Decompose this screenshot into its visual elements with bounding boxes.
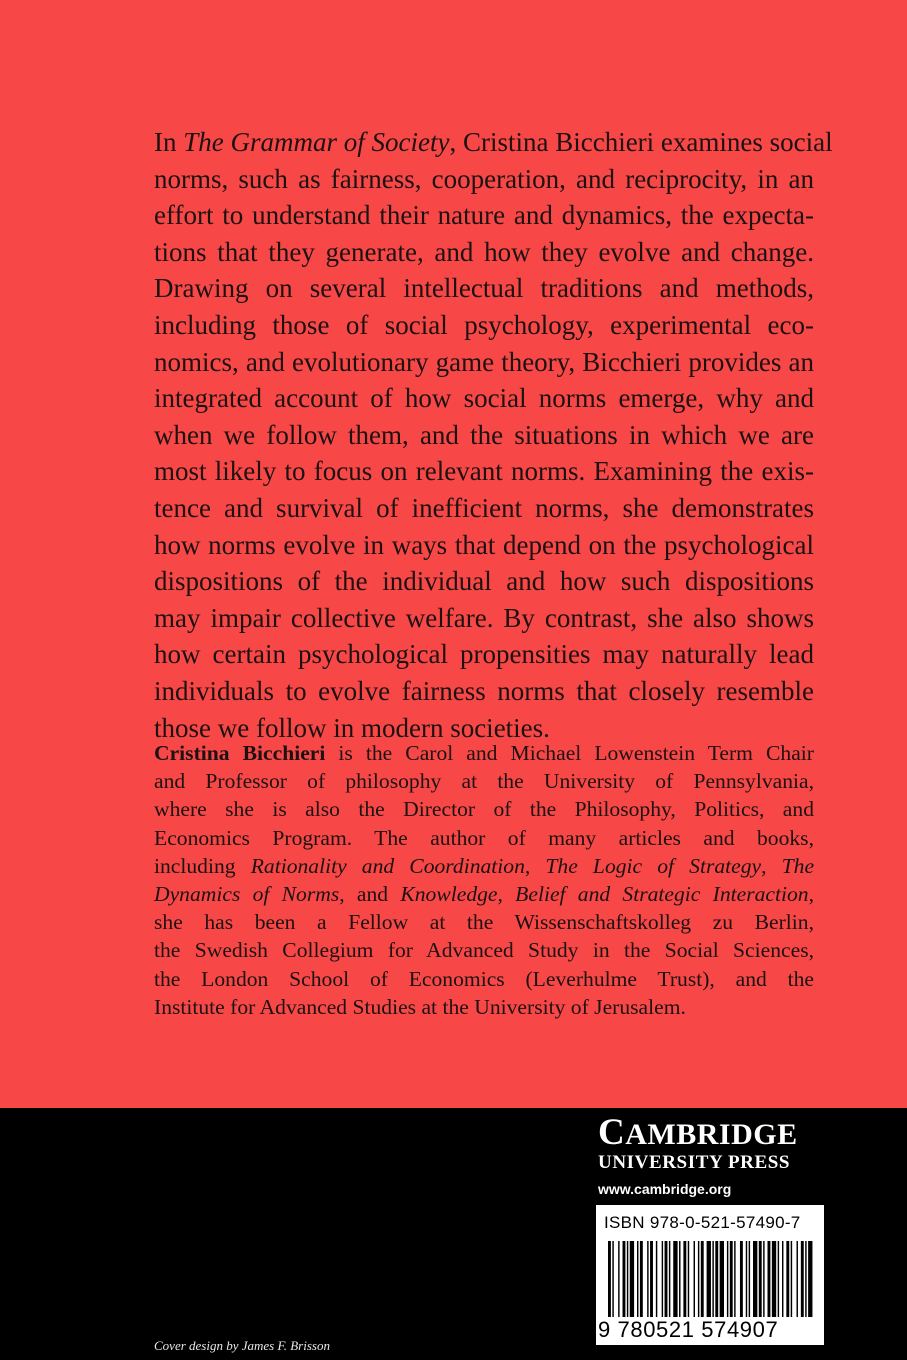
book-title: Knowledge, Belief and Strategic Interaction: [400, 882, 809, 907]
barcode-bar: [698, 1241, 699, 1317]
author-name: Cristina Bicchieri: [154, 741, 326, 765]
bio-line: [154, 852, 814, 880]
author-biography: [154, 739, 814, 1021]
publisher-name: [598, 1112, 826, 1153]
barcode-bar: [627, 1241, 628, 1317]
barcode-bar: [640, 1241, 643, 1317]
barcode-bar: [759, 1241, 762, 1317]
barcode-bar: [665, 1241, 668, 1317]
barcode-bar: [707, 1241, 711, 1317]
description-line: including those of social psychology, experimental eco-: [154, 309, 814, 340]
publisher-url: www.cambridge.org: [598, 1181, 732, 1197]
barcode-bar: [656, 1241, 657, 1317]
barcode-bar: [715, 1241, 718, 1317]
barcode-bar: [683, 1241, 686, 1317]
publisher-name-rest: AMBRIDGE: [625, 1118, 798, 1151]
bio-line: Institute for Advanced Studies at the University of Jerusalem.: [154, 994, 686, 1019]
publisher-initial: C: [598, 1112, 626, 1153]
description-line: may impair collective welfare. By contrast, she also shows: [154, 602, 814, 633]
description-line: dispositions of the individual and how such dispositions: [154, 566, 814, 597]
barcode-bar: [637, 1241, 638, 1317]
barcode-bar: [808, 1241, 812, 1317]
barcode-bar: [768, 1241, 771, 1317]
barcode-bar: [701, 1241, 704, 1317]
description-line: [154, 124, 833, 161]
isbn-barcode: [596, 1205, 824, 1345]
description-line: most likely to focus on relevant norms. Examining the exis-: [154, 456, 814, 487]
barcode-bar: [797, 1241, 798, 1317]
bio-line: and Professor of philosophy at the University of Pennsylvania,: [154, 769, 814, 794]
barcode-bar: [608, 1241, 611, 1317]
bio-line: the Swedish Collegium for Advanced Study in the Social Sciences,: [154, 938, 814, 963]
barcode-bar: [753, 1241, 757, 1317]
barcode-bar: [746, 1241, 747, 1317]
book-title: The Grammar of Society: [183, 127, 450, 157]
description-line: tions that they generate, and how they evolve and change.: [154, 236, 814, 267]
barcode-bar: [772, 1241, 776, 1317]
barcode-bar: [630, 1241, 634, 1317]
bio-line: [154, 880, 814, 908]
barcode-bar: [730, 1241, 733, 1317]
description-line: nomics, and evolutionary game theory, Bicchieri provides an: [154, 346, 814, 377]
barcode-bar: [623, 1241, 626, 1317]
bio-line: Economics Program. The author of many articles and books,: [154, 825, 814, 850]
book-title: Rationality and Coordination: [250, 853, 525, 878]
description-line: those we follow in modern societies.: [154, 712, 550, 743]
bio-text: ,: [761, 853, 782, 878]
barcode-bar: [786, 1241, 789, 1317]
barcode-bar: [650, 1241, 653, 1317]
bio-line: where she is also the Director of the Philosophy, Politics, and: [154, 797, 814, 822]
barcode-bar: [694, 1241, 695, 1317]
barcode-bar: [749, 1241, 750, 1317]
barcode-bar: [712, 1241, 713, 1317]
barcode-bar: [805, 1241, 806, 1317]
barcode-bar: [763, 1241, 764, 1317]
book-title: The Logic of Strategy: [545, 853, 762, 878]
barcode-bar: [662, 1241, 663, 1317]
barcode-bar: [778, 1241, 779, 1317]
barcode-bar: [679, 1241, 680, 1317]
description-line: norms, such as fairness, cooperation, and reciprocity, in an: [154, 163, 814, 194]
description-line: how certain psychological propensities may naturally lead: [154, 639, 814, 670]
barcode-bar: [727, 1241, 728, 1317]
book-title: Dynamics of Norms: [154, 882, 340, 907]
bio-text: ,: [524, 853, 546, 878]
description-text: In: [154, 127, 184, 157]
description-line: when we follow them, and the situations in which we are: [154, 419, 814, 450]
description-line: integrated account of how social norms emerge, why and: [154, 383, 814, 414]
barcode-bar: [720, 1241, 724, 1317]
barcode-bar: [734, 1241, 735, 1317]
barcode-bar: [647, 1241, 648, 1317]
book-description: [154, 124, 833, 746]
barcode-bar: [740, 1241, 743, 1317]
bio-line: [154, 739, 814, 767]
barcode-bar: [669, 1241, 670, 1317]
description-line: tence and survival of inefficient norms, she demonstrates: [154, 492, 814, 523]
barcode-bar: [612, 1241, 613, 1317]
publisher-logo: [598, 1112, 826, 1202]
bio-text: is the Carol and Michael Lowenstein Term Chair: [325, 741, 814, 765]
description-line: effort to understand their nature and dynamics, the expecta-: [154, 200, 814, 231]
cover-credit: Cover design by James F. Brisson: [154, 1338, 330, 1353]
bio-line: the London School of Economics (Leverhulme Trust), and the: [154, 966, 814, 991]
barcode-bar: [673, 1241, 677, 1317]
isbn-digits: 9 780521 574907: [598, 1317, 779, 1342]
barcode-bar: [688, 1241, 689, 1317]
bio-text: , and: [339, 882, 401, 907]
barcode-bar: [801, 1241, 804, 1317]
publisher-subtitle: UNIVERSITY PRESS: [598, 1152, 791, 1173]
barcode-bar: [618, 1241, 619, 1317]
description-line: how norms evolve in ways that depend on the psychological: [154, 529, 814, 560]
bio-text: ,: [808, 882, 814, 907]
bio-text: including: [154, 853, 251, 878]
barcode-bar: [791, 1241, 792, 1317]
description-line: Drawing on several intellectual traditions and methods,: [154, 273, 814, 304]
description-text: , Cristina Bicchieri examines social: [449, 127, 833, 157]
book-title: The: [781, 853, 815, 878]
barcode-bar: [782, 1241, 783, 1317]
isbn-label: ISBN 978-0-521-57490-7: [604, 1213, 801, 1232]
description-line: individuals to evolve fairness norms that closely resemble: [154, 675, 814, 706]
bio-line: she has been a Fellow at the Wissenschaftskolleg zu Berlin,: [154, 910, 814, 935]
